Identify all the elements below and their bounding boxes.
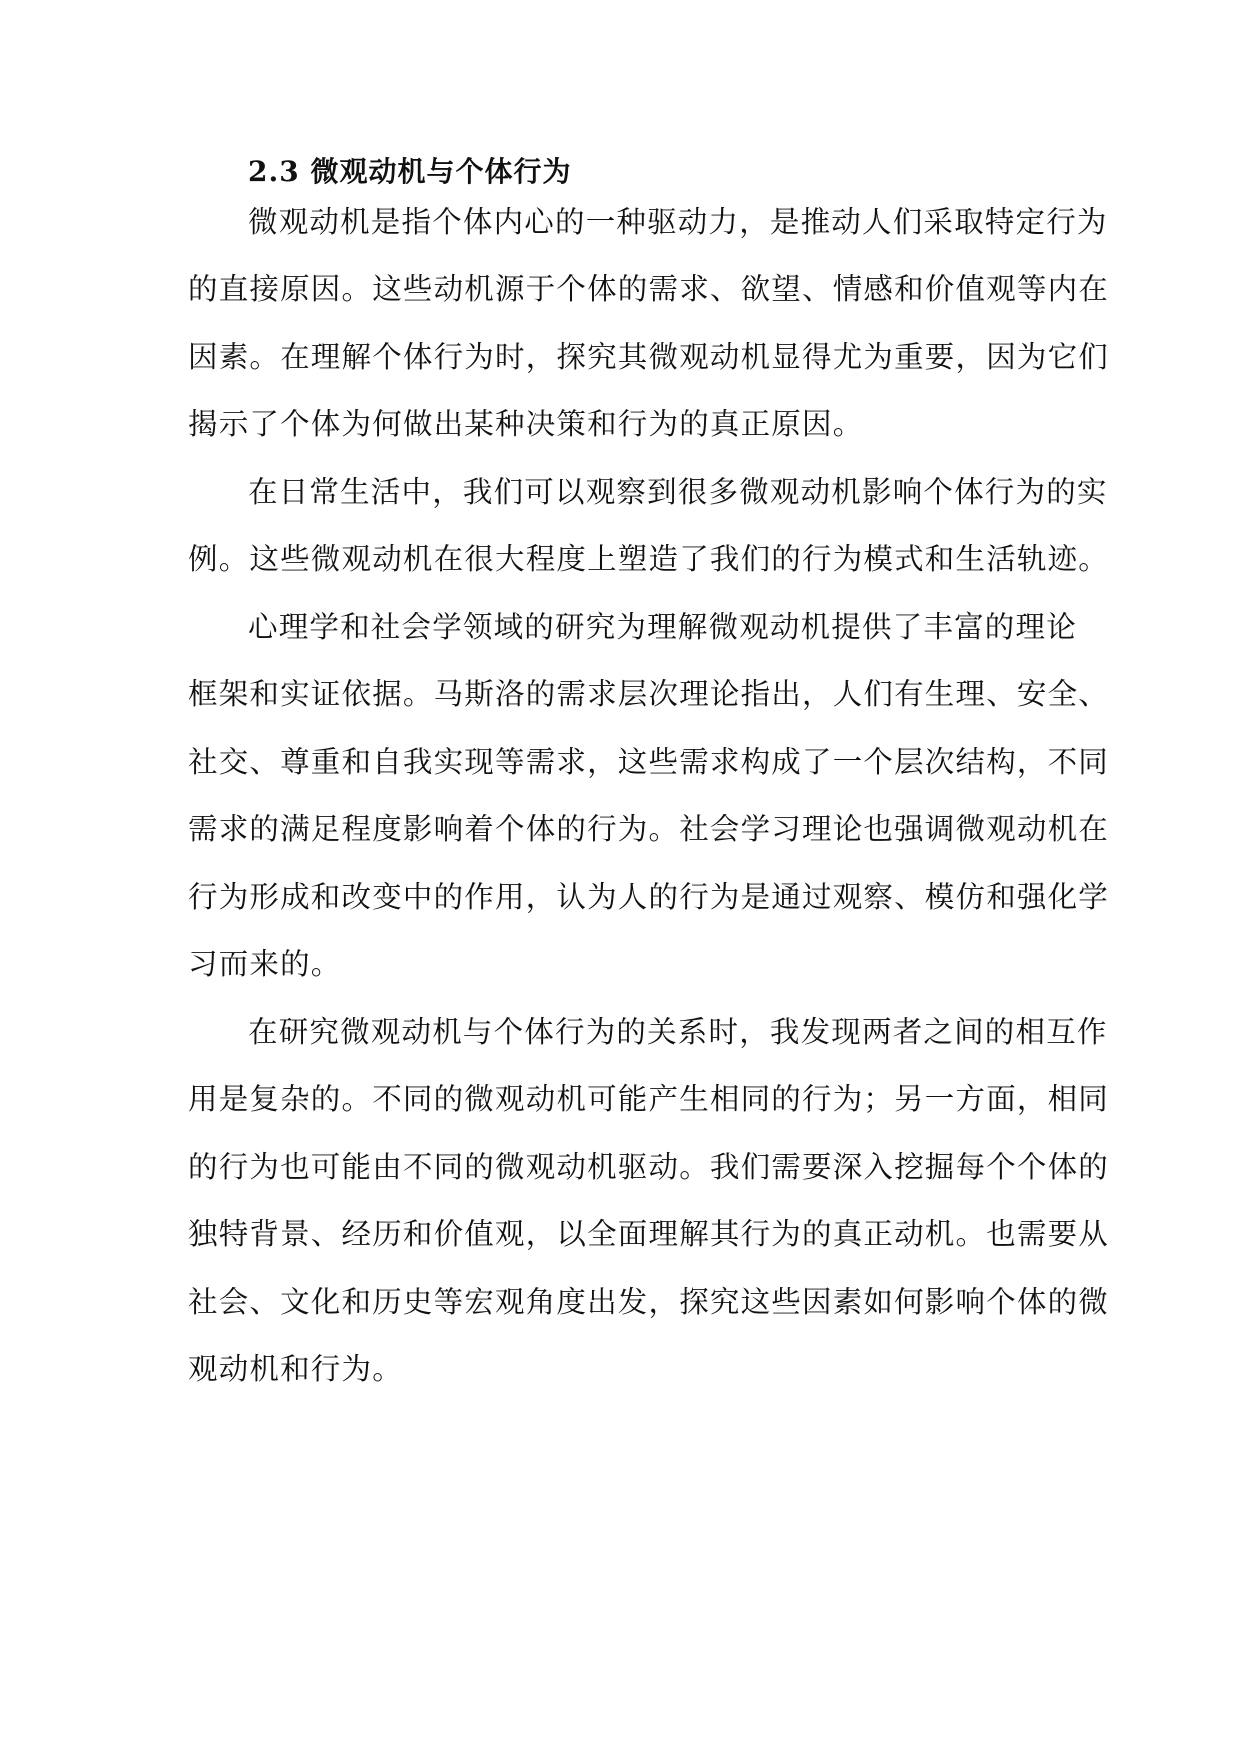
paragraph-line: 因素。在理解个体行为时，探究其微观动机显得尤为重要，因为它们: [188, 340, 1110, 374]
paragraph-line: 需求的满足程度影响着个体的行为。社会学习理论也强调微观动机在: [188, 812, 1110, 846]
paragraph-line: 行为形成和改变中的作用，认为人的行为是通过观察、模仿和强化学: [188, 880, 1110, 914]
paragraph-line: 心理学和社会学领域的研究为理解微观动机提供了丰富的理论: [248, 610, 1077, 644]
paragraph-line: 揭示了个体为何做出某种决策和行为的真正原因。: [188, 407, 864, 441]
paragraph-line: 的行为也可能由不同的微观动机驱动。我们需要深入挖掘每个个体的: [188, 1150, 1110, 1184]
paragraph-line: 用是复杂的。不同的微观动机可能产生相同的行为；另一方面，相同: [188, 1082, 1110, 1116]
paragraph-line: 微观动机是指个体内心的一种驱动力，是推动人们采取特定行为: [248, 205, 1108, 239]
paragraph-line: 独特背景、经历和价值观，以全面理解其行为的真正动机。也需要从: [188, 1217, 1110, 1251]
paragraph-line: 社会、文化和历史等宏观角度出发，探究这些因素如何影响个体的微: [188, 1285, 1110, 1319]
paragraph-line: 例。这些微观动机在很大程度上塑造了我们的行为模式和生活轨迹。: [188, 542, 1110, 576]
paragraph-line: 习而来的。: [188, 947, 342, 981]
section-heading: 2.3 微观动机与个体行为: [248, 155, 572, 188]
paragraph-line: 在研究微观动机与个体行为的关系时，我发现两者之间的相互作: [248, 1015, 1108, 1049]
paragraph-line: 社交、尊重和自我实现等需求，这些需求构成了一个层次结构，不同: [188, 745, 1110, 779]
paragraph-line: 框架和实证依据。马斯洛的需求层次理论指出，人们有生理、安全、: [188, 677, 1110, 711]
paragraph-line: 在日常生活中，我们可以观察到很多微观动机影响个体行为的实: [248, 475, 1108, 509]
paragraph-line: 的直接原因。这些动机源于个体的需求、欲望、情感和价值观等内在: [188, 272, 1110, 306]
paragraph-line: 观动机和行为。: [188, 1352, 403, 1386]
